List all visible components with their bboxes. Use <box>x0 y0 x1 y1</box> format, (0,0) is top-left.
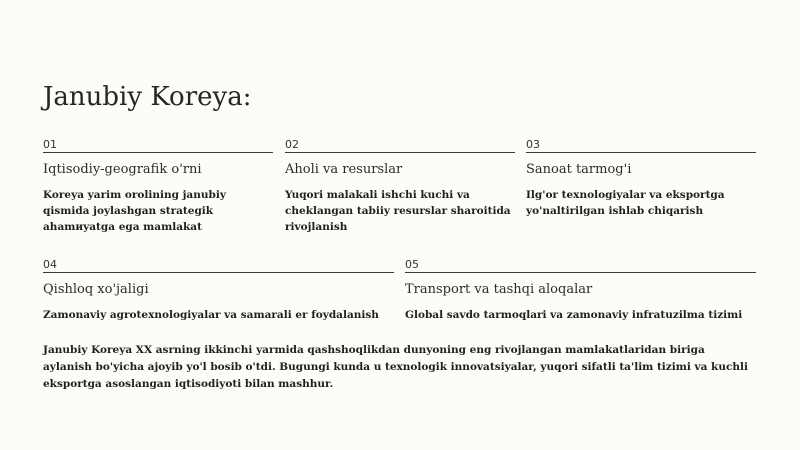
topic-description: Global savdo tarmoqlari va zamonaviy infratuzilma tizimi <box>405 309 743 321</box>
topic-heading: Sanoat tarmog'i <box>526 162 632 177</box>
topic-description: Yuqori malakali ishchi kuchi va cheklangan tabiiy resurslar sharoitida rivojlanish <box>285 189 511 233</box>
topic-card-1 <box>43 138 273 235</box>
summary-paragraph: Janubiy Koreya XX asrning ikkinchi yarmida qashshoqlikdan dunyoning eng rivojlangan mamlakatlaridan biriga aylanish bo'yicha ajoyib yo'l bosib o'tdi. Bugungi kunda u texnologik innovatsiyalar, yuqori sifatli ta'lim tizimi va kuchli eksportga asoslangan iqtisodiyoti bilan mashhur. <box>43 344 748 390</box>
topic-card-3 <box>526 138 756 219</box>
topic-description: Koreya yarim orolining janubiy qismida joylashgan strategik ahamиyatga ega mamlakat <box>43 189 226 233</box>
topic-heading: Transport va tashqi aloqalar <box>405 282 593 297</box>
topic-description: Zamonaviy agrotexnologiyalar va samarali er foydalanish <box>43 309 379 321</box>
topic-number: 03 <box>526 138 756 153</box>
topic-number: 01 <box>43 138 273 153</box>
topic-card-2 <box>285 138 515 235</box>
topic-number: 05 <box>405 258 756 273</box>
topic-heading: Aholi va resurslar <box>285 162 403 177</box>
topic-heading: Iqtisodiy-geografik o'rni <box>43 162 202 177</box>
topic-card-5 <box>405 258 756 323</box>
topic-description: Ilg'or texnologiyalar va eksportga yo'naltirilgan ishlab chiqarish <box>526 189 725 217</box>
topic-heading: Qishloq xo'jaligi <box>43 282 149 297</box>
topic-number: 04 <box>43 258 394 273</box>
topic-card-4 <box>43 258 394 323</box>
topic-number: 02 <box>285 138 515 153</box>
slide-title: Janubiy Koreya: <box>43 82 252 112</box>
